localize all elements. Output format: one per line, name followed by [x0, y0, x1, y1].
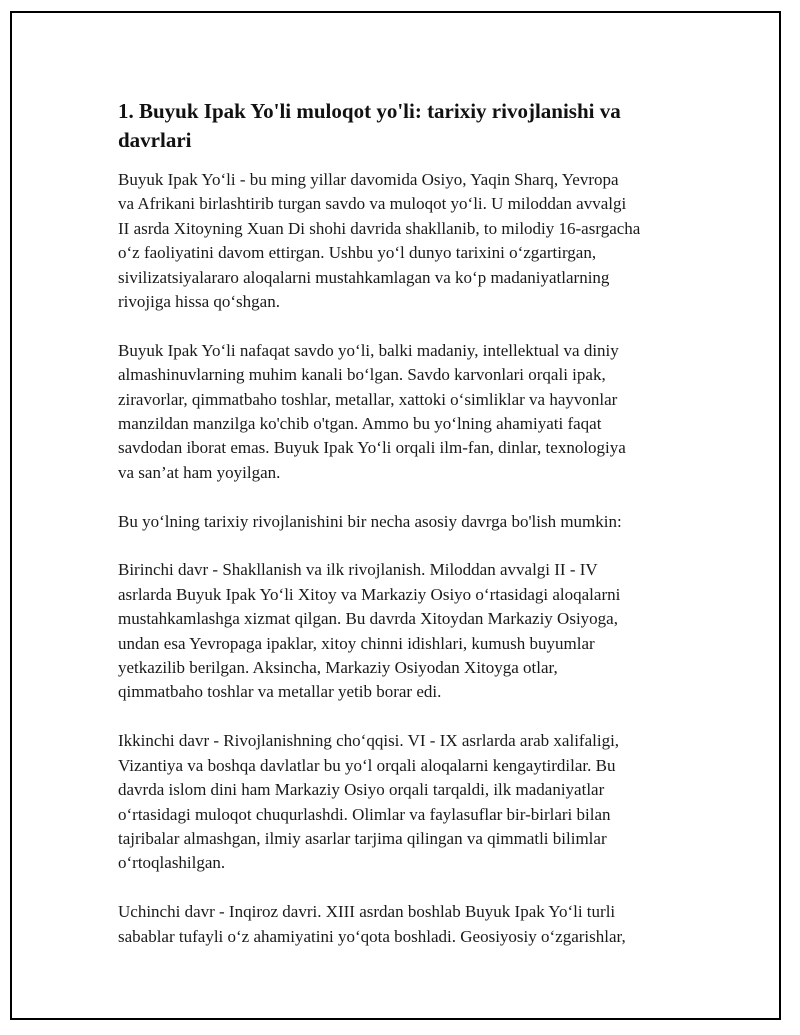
title-line: davrlari	[118, 128, 192, 152]
text-line: o‘rtoqlashilgan.	[118, 853, 226, 873]
text-line: qimmatbaho toshlar va metallar yetib borar edi.	[118, 682, 442, 702]
text-line: o‘rtasidagi muloqot chuqurlashdi. Olimlar va faylasuflar bir-birlari bilan	[118, 804, 611, 824]
text-line: undan esa Yevropaga ipaklar, xitoy chinni idishlari, kumush buyumlar	[118, 633, 595, 653]
text-line: sivilizatsiyalararo aloqalarni mustahkamlagan va ko‘p madaniyatlarning	[118, 267, 610, 287]
text-line: Vizantiya va boshqa davlatlar bu yo‘l orqali aloqalarni kengaytirdilar. Bu	[118, 755, 616, 775]
text-line: II asrda Xitoyning Xuan Di shohi davrida shakllanib, to milodiy 16-asrgacha	[118, 218, 641, 238]
text-line: va san’at ham yoyilgan.	[118, 462, 281, 482]
text-line: Uchinchi davr - Inqiroz davri. XIII asrdan boshlab Buyuk Ipak Yo‘li turli	[118, 902, 616, 922]
text-line: Buyuk Ipak Yo‘li - bu ming yillar davomida Osiyo, Yaqin Sharq, Yevropa	[118, 170, 619, 189]
text-line: sabablar tufayli o‘z ahamiyatini yo‘qota boshladi. Geosiyosiy o‘zgarishlar,	[118, 926, 626, 946]
page-title	[118, 97, 704, 155]
paragraph-periods-intro	[118, 510, 704, 534]
text-line: Bu yo‘lning tarixiy rivojlanishini bir necha asosiy davrga bo'lish mumkin:	[118, 511, 622, 531]
text-line: manzildan manzilga ko'chib o'tgan. Ammo bu yo‘lning ahamiyati faqat	[118, 414, 602, 434]
text-line: asrlarda Buyuk Ipak Yo‘li Xitoy va Markaziy Osiyo o‘rtasidagi aloqalarni	[118, 584, 621, 604]
document-body	[118, 97, 704, 973]
paragraph-exchange	[118, 339, 704, 485]
text-line: va Afrikani birlashtirib turgan savdo va muloqot yo‘li. U miloddan avvalgi	[118, 194, 627, 214]
text-line: almashinuvlarning muhim kanali bo‘lgan. Savdo karvonlari orqali ipak,	[118, 365, 606, 385]
paragraph-third-period	[118, 900, 704, 949]
text-line: mustahkamlashga xizmat qilgan. Bu davrda Xitoydan Markaziy Osiyoga,	[118, 609, 618, 629]
text-line: o‘z faoliyatini davom ettirgan. Ushbu yo‘l dunyo tarixini o‘zgartirgan,	[118, 243, 597, 263]
text-line: rivojiga hissa qo‘shgan.	[118, 292, 280, 312]
paragraph-intro	[118, 168, 704, 314]
paragraph-second-period	[118, 729, 704, 875]
text-line: ziravorlar, qimmatbaho toshlar, metallar, xattoki o‘simliklar va hayvonlar	[118, 389, 618, 409]
text-line: Buyuk Ipak Yo‘li nafaqat savdo yo‘li, balki madaniy, intellektual va diniy	[118, 340, 619, 360]
text-line: yetkazilib berilgan. Aksincha, Markaziy Osiyodan Xitoyga otlar,	[118, 658, 558, 678]
text-line: savdodan iborat emas. Buyuk Ipak Yo‘li orqali ilm-fan, dinlar, texnologiya	[118, 438, 626, 458]
text-line: Ikkinchi davr - Rivojlanishning cho‘qqisi. VI - IX asrlarda arab xalifaligi,	[118, 731, 620, 751]
paragraph-first-period	[118, 558, 704, 704]
text-line: tajribalar almashgan, ilmiy asarlar tarjima qilingan va qimmatli bilimlar	[118, 828, 607, 848]
text-line: Birinchi davr - Shakllanish va ilk rivojlanish. Miloddan avvalgi II - IV	[118, 560, 598, 580]
document-page	[10, 11, 781, 1020]
title-line: 1. Buyuk Ipak Yo'li muloqot yo'li: tarixiy rivojlanishi va	[118, 99, 621, 123]
text-line: davrda islom dini ham Markaziy Osiyo orqali tarqaldi, ilk madaniyatlar	[118, 780, 605, 800]
